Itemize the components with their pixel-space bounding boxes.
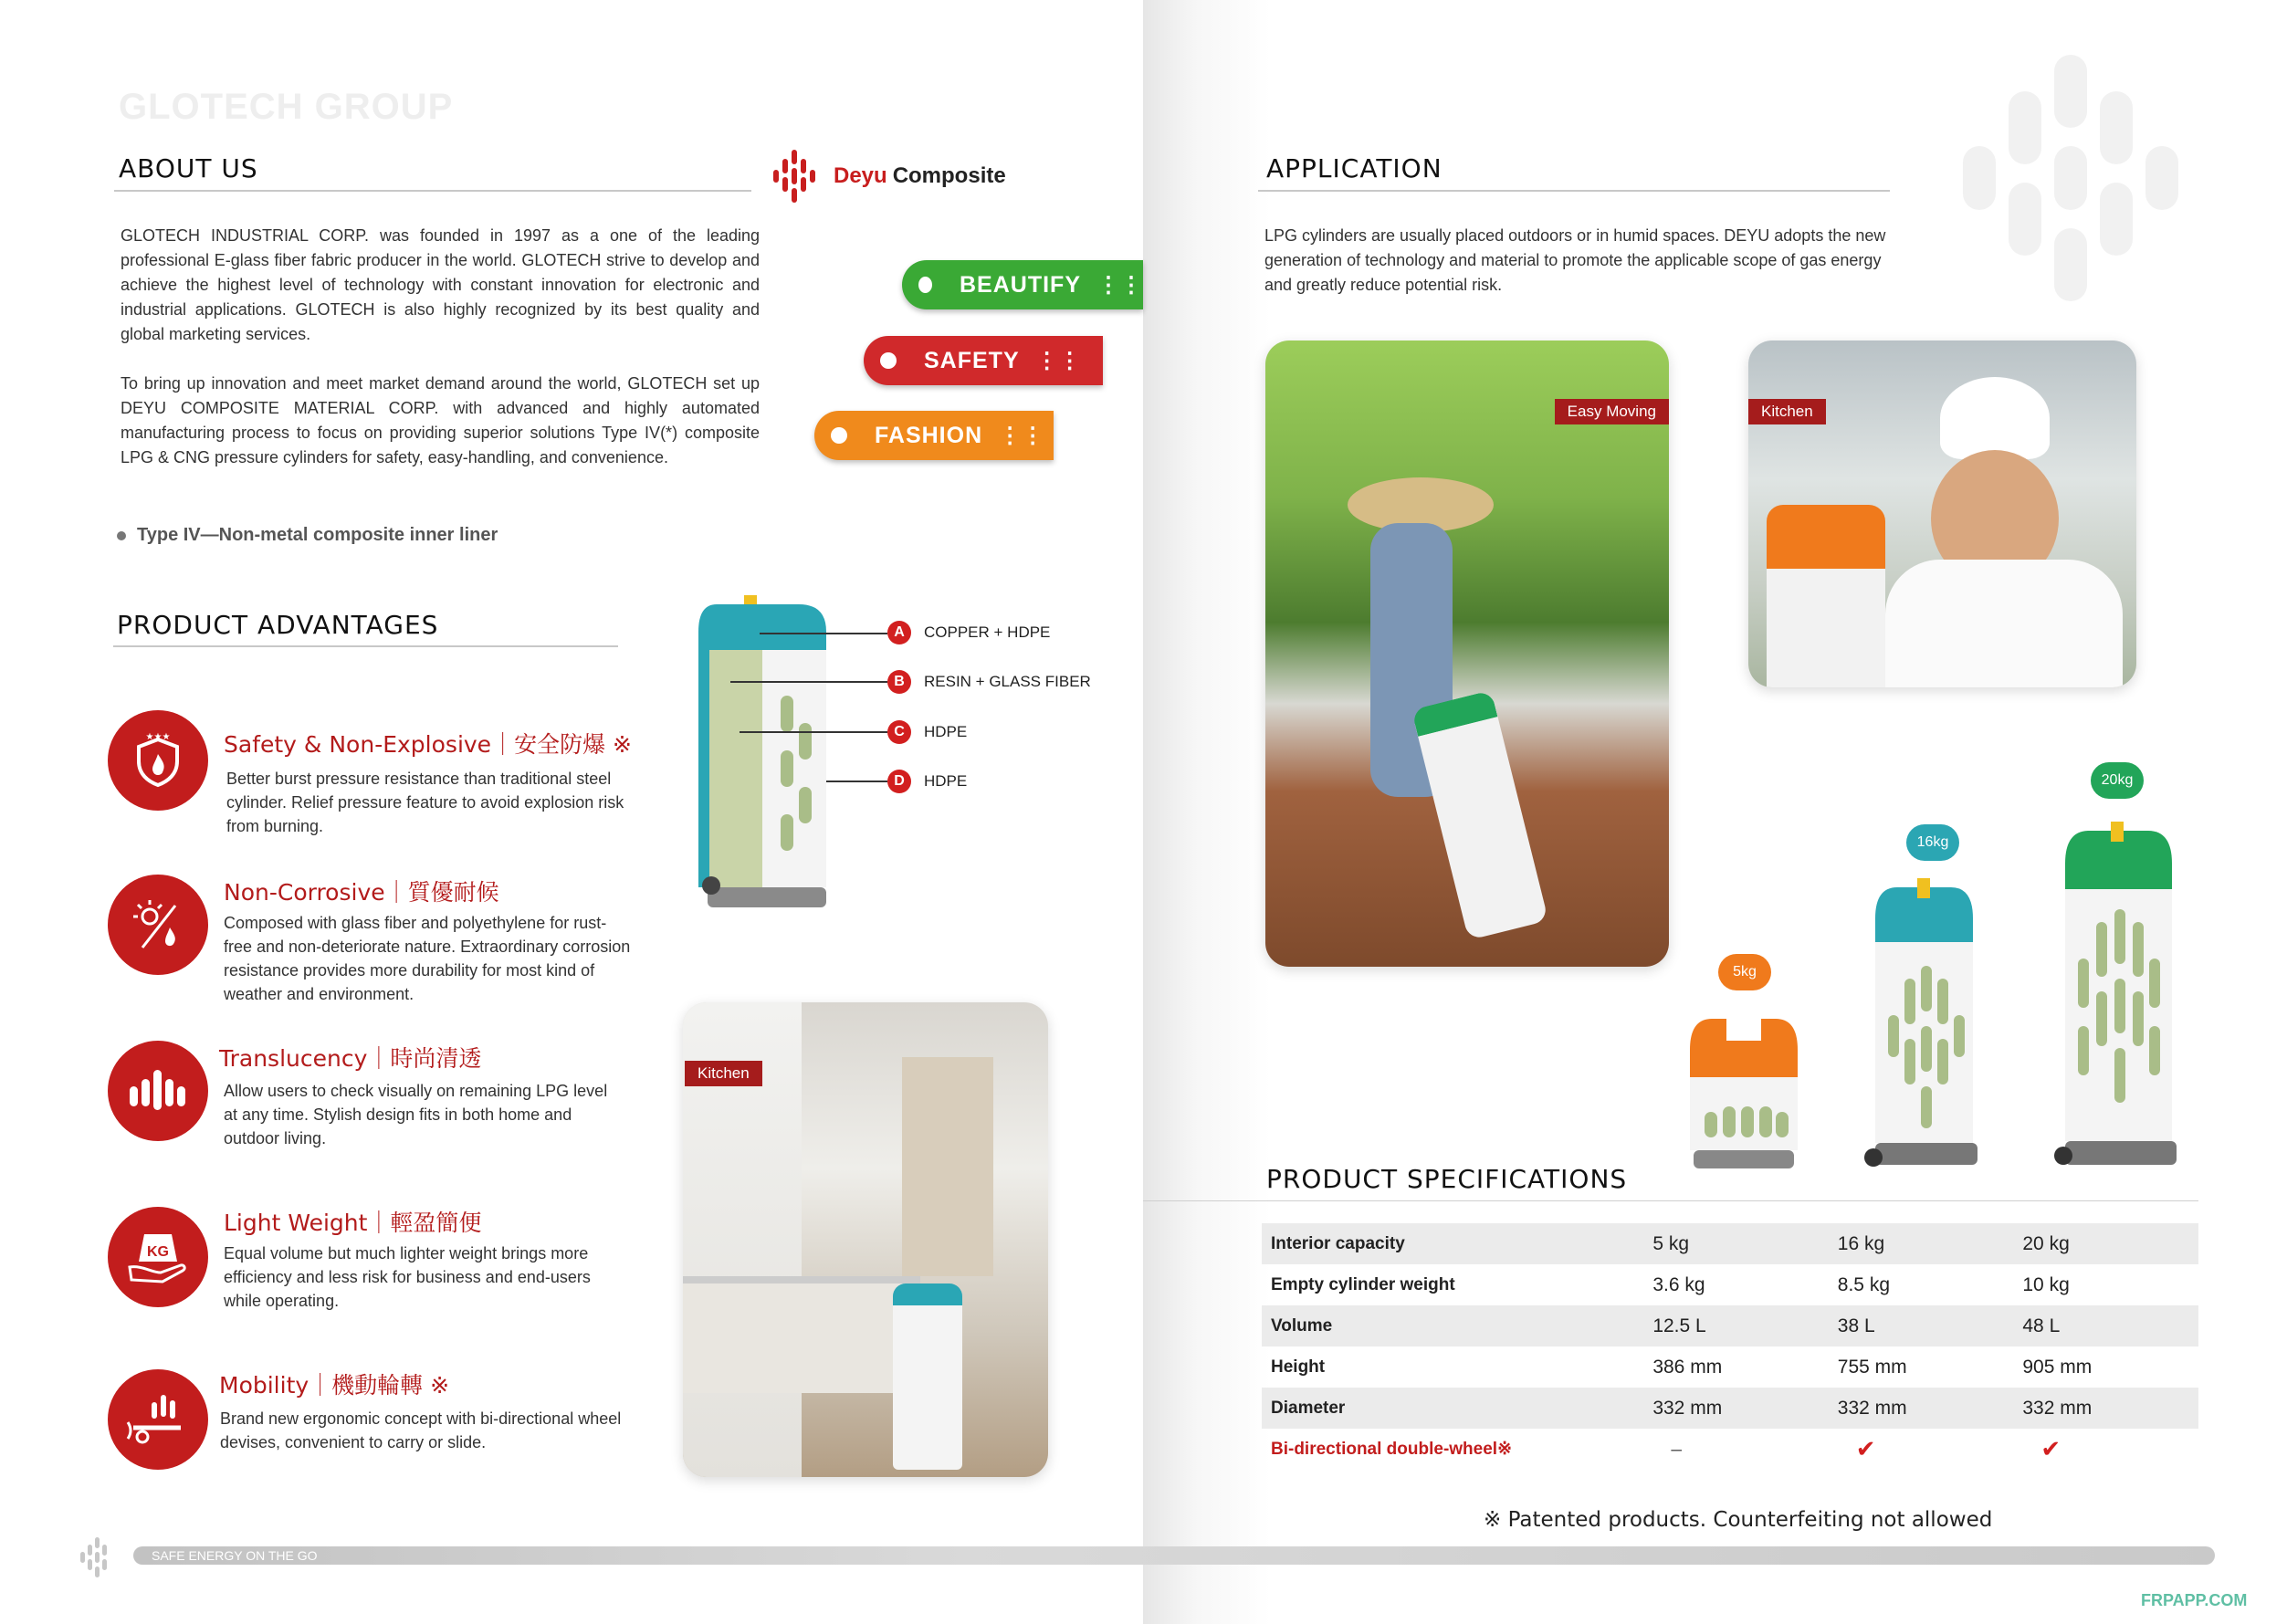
about-paragraph-2: To bring up innovation and meet market demand around the world, GLOTECH set up DEYU COMPOSITE MATERIAL CORP. with advanced and highly automated manufacturing process to focus on providing superior solutions Type IV(*) composite LPG & CNG pressure cylinders for safety, easy-handling, and convenience. <box>121 374 760 466</box>
pill-dot-icon <box>880 352 897 369</box>
layer-label-a: A COPPER + HDPE <box>887 621 1050 644</box>
advantage-safety-text: Better burst pressure resistance than traditional steel cylinder. Relief pressure feature to avoid explosion risk from burning. <box>226 770 624 835</box>
cylinder-5kg <box>1684 1013 1803 1170</box>
ghost-title: GLOTECH GROUP <box>119 87 454 127</box>
layer-label-b: B RESIN + GLASS FIBER <box>887 670 1091 694</box>
table-row: Interior capacity 5 kg 16 kg 20 kg <box>1262 1223 2198 1264</box>
shield-flame-icon <box>108 710 208 811</box>
layer-label-c: C HDPE <box>887 720 967 744</box>
watermark-logo-icon <box>1963 55 2182 301</box>
advantages-title: PRODUCT ADVANTAGES <box>117 610 439 640</box>
cylinder-in-kitchen <box>893 1283 962 1470</box>
pill-logo-icon: ⋮⋮ <box>999 423 1045 448</box>
easy-moving-photo <box>1265 341 1669 967</box>
table-row: Height 386 mm 755 mm 905 mm <box>1271 1356 2093 1378</box>
specs-table <box>1262 1223 2198 1470</box>
advantage-translucency-title: Translucency｜時尚清透 <box>219 1045 482 1072</box>
pill-logo-icon: ⋮⋮ <box>1035 348 1082 373</box>
deyu-logo-icon <box>771 146 826 206</box>
kitchen-photo-left <box>683 1002 1048 1477</box>
cutaway-cylinder <box>689 595 835 915</box>
footer-logo-icon <box>80 1535 111 1579</box>
about-rule <box>114 190 751 192</box>
advantage-lightweight-text: Equal volume but much lighter weight brings more efficiency and less risk for business and end-users while operating. <box>224 1244 591 1310</box>
svg-text:★★★: ★★★ <box>145 732 171 742</box>
size-bubble-5kg: 5kg <box>1718 954 1771 990</box>
pill-beautify <box>902 260 1143 309</box>
leader-line <box>730 681 887 683</box>
leader-line <box>826 781 887 782</box>
advantage-lightweight-title: Light Weight｜輕盈簡便 <box>224 1210 482 1236</box>
kg-icon-text: KG <box>147 1244 169 1260</box>
application-text: LPG cylinders are usually placed outdoors or in humid spaces. DEYU adopts the new generation of technology and material to promote the applicable scope of gas energy and greatly reduce potential risk. <box>1264 226 1886 294</box>
kitchen-tag-left: Kitchen <box>685 1061 762 1086</box>
table-row: Diameter 332 mm 332 mm 332 mm <box>1262 1388 2198 1429</box>
application-rule <box>1258 190 1890 192</box>
leader-line <box>740 731 887 733</box>
advantage-safety-title: Safety & Non-Explosive｜安全防爆 ※ <box>224 731 632 758</box>
leader-line <box>760 633 887 634</box>
pill-safety <box>864 336 1103 385</box>
pill-safety-label: SAFETY <box>924 347 1020 373</box>
advantage-mobility-text: Brand new ergonomic concept with bi-directional wheel devises, convenient to carry or slide. <box>220 1409 622 1451</box>
size-bubble-20kg: 20kg <box>2091 762 2144 799</box>
advantage-mobility-title: Mobility｜機動輪轉 ※ <box>219 1372 450 1399</box>
bullet-icon <box>117 531 126 540</box>
type-iv-note-text: Type IV—Non-metal composite inner liner <box>137 525 498 545</box>
pill-fashion-label: FASHION <box>875 422 983 448</box>
about-paragraph-1: GLOTECH INDUSTRIAL CORP. was founded in 1997 as a one of the leading professional E-glass fiber fabric producer in the world. GLOTECH strive to develop and achieve the highest level of technology with constant innovation for electronic and industrial applications. GLOTECH is also highly recognized by its best quality and global marketing services. <box>121 226 760 343</box>
sun-drop-icon <box>108 875 208 975</box>
translucent-cylinder-icon <box>108 1041 208 1141</box>
cylinder-orange-photo <box>1767 505 1885 687</box>
specs-rule <box>1143 1200 2198 1201</box>
pill-logo-icon: ⋮⋮ <box>1097 272 1143 298</box>
pill-beautify-label: BEAUTIFY <box>960 271 1081 298</box>
kg-weight-icon <box>108 1207 208 1307</box>
logo-brand: Deyu <box>834 163 887 188</box>
cylinder-green-photo <box>1411 690 1548 940</box>
chef-hat <box>1940 377 2050 459</box>
type-iv-note <box>117 525 498 546</box>
layer-label-d: D HDPE <box>887 770 967 793</box>
size-bubble-16kg: 16kg <box>1906 824 1959 861</box>
check-icon: ✔ <box>1855 1435 1876 1462</box>
footer-slogan: SAFE ENERGY ON THE GO <box>152 1548 318 1563</box>
cylinder-16kg <box>1862 878 1986 1170</box>
advantage-translucency-text: Allow users to check visually on remaining LPG level at any time. Stylish design fits in both home and outdoor living. <box>224 1082 608 1147</box>
deyu-logo <box>771 146 1006 206</box>
easy-moving-tag: Easy Moving <box>1555 399 1669 424</box>
application-title: APPLICATION <box>1266 153 1442 183</box>
specs-title: PRODUCT SPECIFICATIONS <box>1266 1164 1628 1194</box>
patent-note: ※ Patented products. Counterfeiting not allowed <box>1484 1508 1993 1532</box>
pill-dot-icon <box>918 277 932 293</box>
check-icon: ✔ <box>2040 1435 2061 1462</box>
kitchen-photo-right <box>1748 341 2136 687</box>
watermark-text: FRPAPP.COM <box>2141 1591 2248 1609</box>
advantages-rule <box>113 645 618 647</box>
table-row: Empty cylinder weight 3.6 kg 8.5 kg 10 kg <box>1271 1273 2070 1295</box>
chef-coat <box>1885 560 2123 687</box>
kitchen-tag-right: Kitchen <box>1748 399 1826 424</box>
logo-suffix: Composite <box>892 163 1006 188</box>
pill-dot-icon <box>831 427 847 444</box>
table-row-wheel: Bi-directional double-wheel※ – ✔ ✔ <box>1262 1429 2198 1470</box>
about-title: ABOUT US <box>119 153 258 183</box>
advantage-corrosion-text: Composed with glass fiber and polyethylene for rust-free and non-deteriorate nature. Extraordinary corrosion resistance provides more durability for most kind of weather and environment. <box>224 914 631 1003</box>
advantage-corrosion-title: Non-Corrosive｜質優耐候 <box>224 879 499 906</box>
wheel-icon <box>108 1369 208 1470</box>
footer-bar <box>133 1546 2215 1565</box>
cylinder-20kg <box>2052 822 2185 1170</box>
pill-fashion <box>814 411 1054 460</box>
table-row: Volume 12.5 L 38 L 48 L <box>1262 1305 2198 1346</box>
